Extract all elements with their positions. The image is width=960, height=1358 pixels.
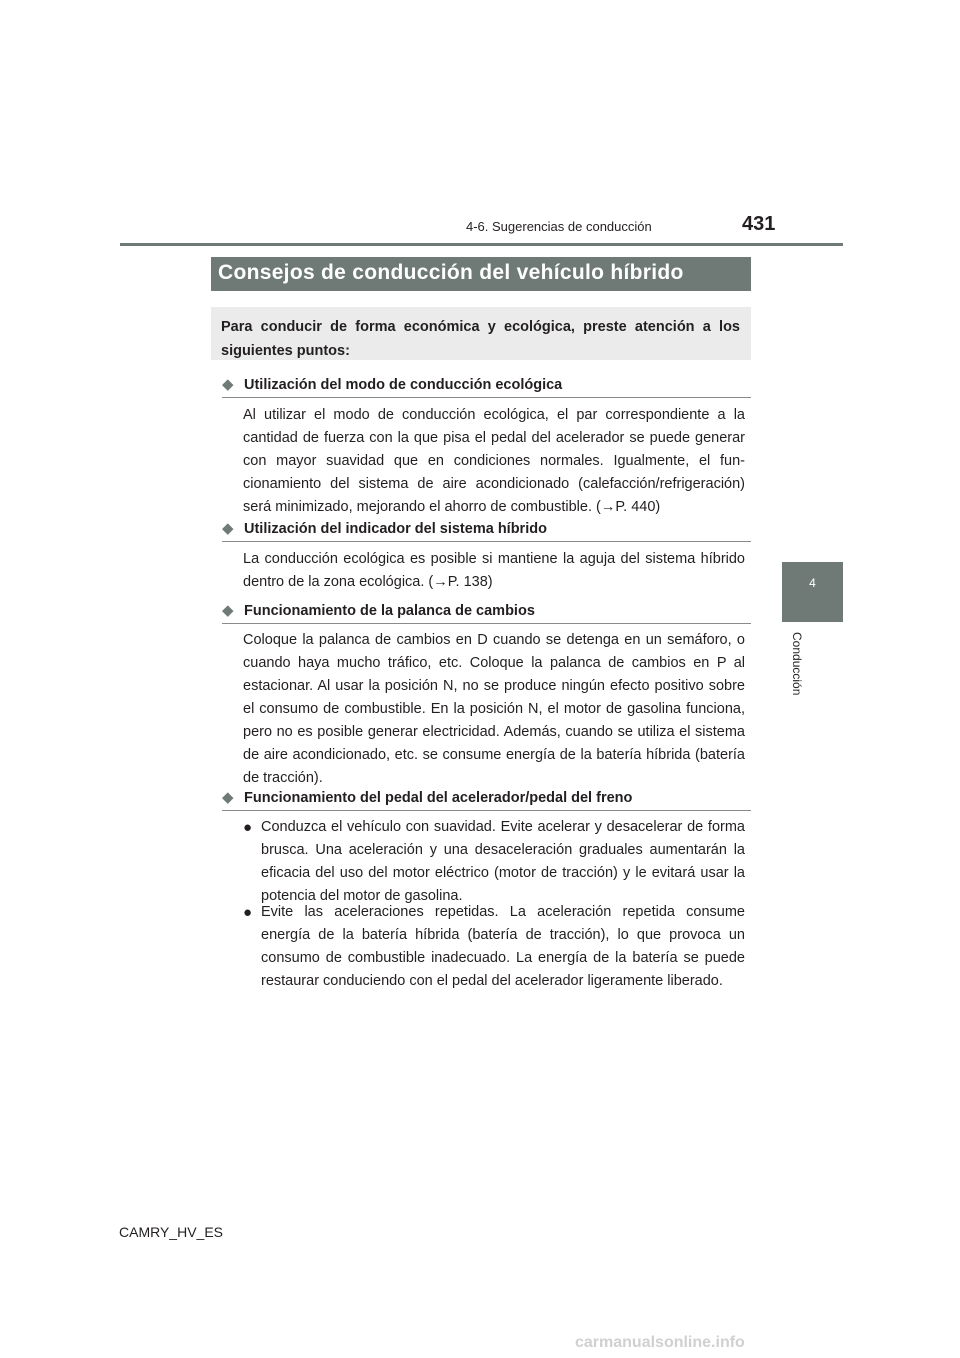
paragraph-eco-mode: Al utilizar el modo de conducción ecológica, el par correspondiente a la cantidad de fuerza con la que pisa el pedal del acelerador se puede generar con mayor suavidad que en condiciones normales. Igualmente, el funcionamiento del sistema de aire acondicionado (calefacción/refrigeración) será minimizado, mejorando el ahorro de combustible. (→P. 440) (243, 407, 745, 515)
section-title-bar (211, 257, 751, 291)
subheading-pedals (222, 789, 751, 811)
chapter-tab-number: 4 (809, 576, 816, 590)
section-title: Consejos de conducción del vehículo híbrido (218, 261, 684, 284)
chapter-tab[interactable] (782, 562, 843, 622)
subheading-hybrid-indicator (222, 520, 751, 542)
subheading-shift-lever (222, 602, 751, 624)
bullet-icon: ● (243, 819, 253, 836)
diamond-icon: ◆ (222, 602, 234, 619)
running-header-section: 4-6. Sugerencias de conducción (466, 219, 652, 234)
footer-manual-code: CAMRY_HV_ES (119, 1224, 224, 1240)
subheading-text: Utilización del indicador del sistema híbrido (244, 521, 547, 537)
bullet-icon: ● (243, 904, 253, 921)
chapter-tab-name (790, 632, 806, 704)
list-item: Conduzca el vehículo con suavidad. Evite acelerar y desacelerar de forma brusca. Una aceleración y una desaceleración graduales aumentarán la eficacia del uso del motor eléctrico (motor de tracción) y le evitará usar la potencia del motor de gasolina. (261, 819, 745, 904)
subheading-eco-mode (222, 376, 751, 398)
subheading-text: Funcionamiento de la palanca de cambios (244, 603, 535, 619)
paragraph-shift-lever: Coloque la palanca de cambios en D cuando se detenga en un semáforo, o cuando haya mucho tráfico, etc. Coloque la palanca de cambios en P al estacionar. Al usar la posición N, no se produce ningún efecto positivo sobre el consumo de combustible. En la posición N, el motor de gasolina funciona, pero no es posible generar electricidad. Además, cuando se utiliza el sistema de aire acondicionado, etc. se consume energía de la batería híbrida (batería de tracción). (243, 632, 745, 786)
subheading-text: Funcionamiento del pedal del acelerador/pedal del freno (244, 790, 633, 806)
subheading-text: Utilización del modo de conducción ecológica (244, 377, 563, 393)
diamond-icon: ◆ (222, 520, 234, 537)
page-number: 431 (742, 213, 776, 235)
intro-text: Para conducir de forma económica y ecológica, preste atención a los siguientes puntos: (221, 319, 740, 359)
intro-box (211, 307, 751, 360)
paragraph-hybrid-indicator: La conducción ecológica es posible si mantiene la aguja del sistema híbrido dentro de la zona ecológica. (→P. 138) (243, 551, 745, 590)
watermark: carmanualsonline.info (575, 1334, 745, 1351)
chapter-tab-name-text: Conducción (790, 632, 804, 696)
diamond-icon: ◆ (222, 789, 234, 806)
header-rule (120, 243, 843, 246)
diamond-icon: ◆ (222, 376, 234, 393)
list-item: Evite las aceleraciones repetidas. La aceleración repetida consume energía de la batería híbrida (batería de tracción), lo que provoca un consumo de combustible inadecuado. La energía de la batería se puede restaurar conduciendo con el pedal del acelerador ligeramente liberado. (261, 904, 745, 989)
